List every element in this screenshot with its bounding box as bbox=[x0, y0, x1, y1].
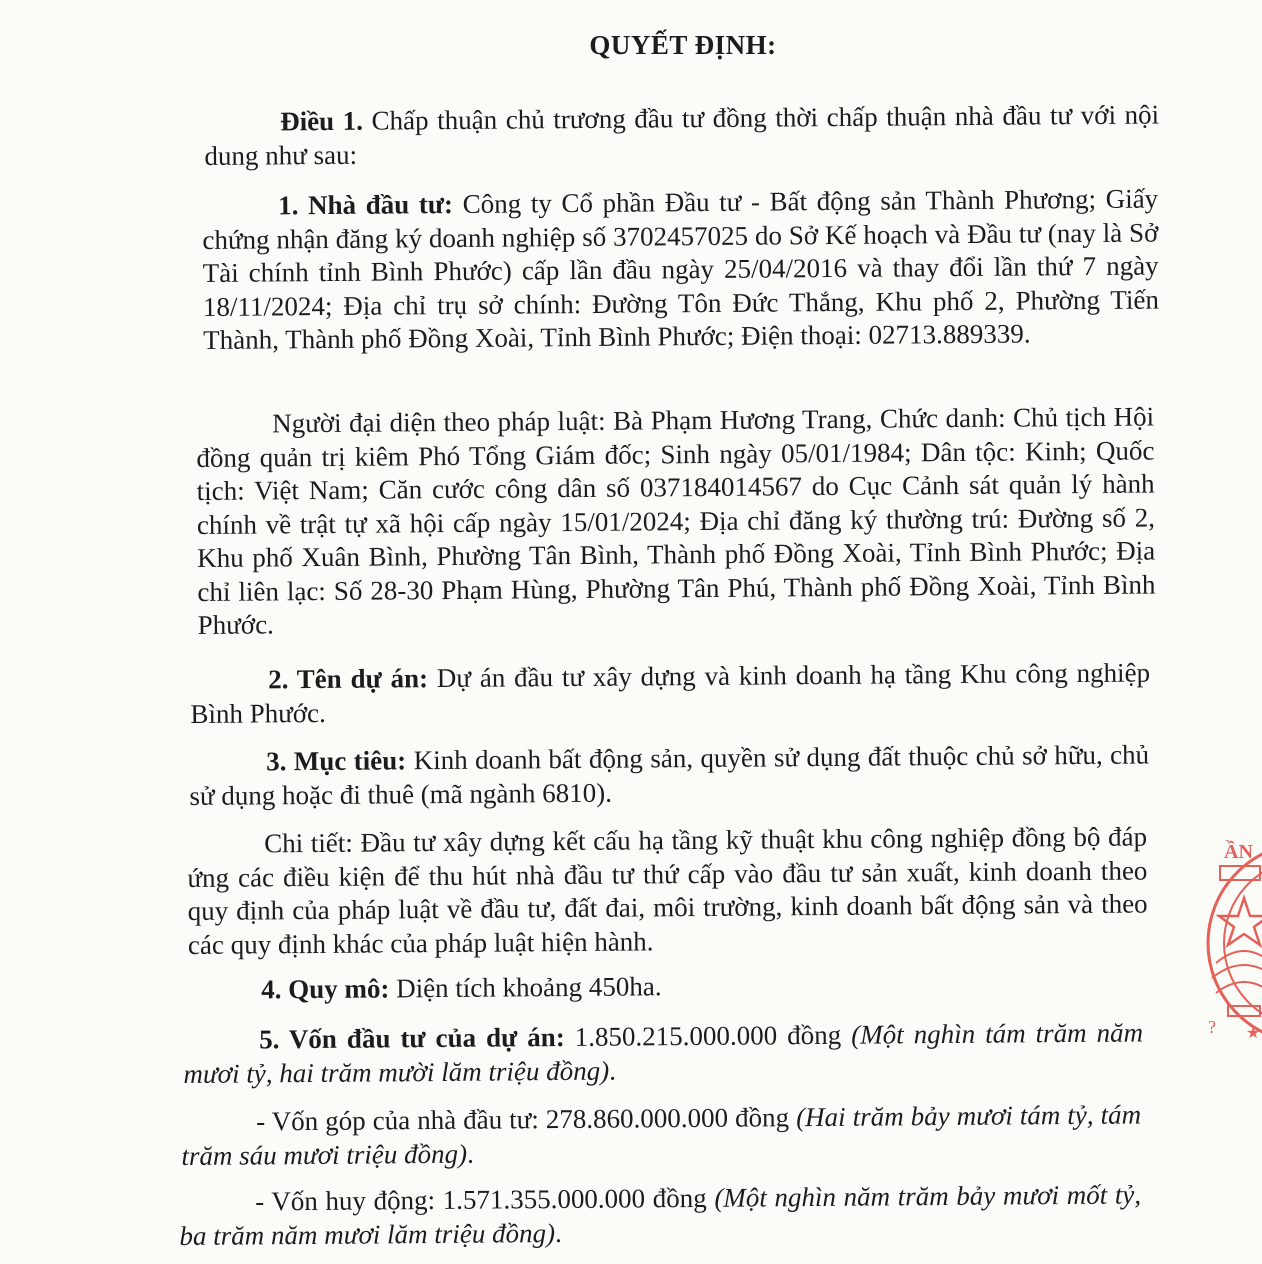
chi-tiet-paragraph bbox=[187, 820, 1148, 962]
von-huy-dong-end: . bbox=[554, 1217, 562, 1248]
von-gop-text: - Vốn góp của nhà đầu tư: 278.860.000.000 đồng bbox=[256, 1102, 797, 1137]
page-title: QUYẾT ĐỊNH: bbox=[589, 30, 777, 60]
muc-tieu-text: Kinh doanh bất động sản, quyền sử dụng đất thuộc chủ sở hữu, chủ sử dụng hoặc đi thuê (mã ngành 6810). bbox=[189, 739, 1150, 811]
nha-dau-tu-label: 1. Nhà đầu tư: bbox=[278, 189, 454, 221]
ten-du-an-text: Dự án đầu tư xây dựng và kinh doanh hạ tầng Khu công nghiệp Bình Phước. bbox=[190, 657, 1151, 729]
von-gop-paragraph bbox=[181, 1098, 1141, 1173]
ten-du-an-label: 2. Tên dự án: bbox=[268, 663, 429, 695]
svg-text:?: ? bbox=[1208, 1017, 1216, 1037]
quy-mo-text: Diện tích khoảng 450ha. bbox=[389, 971, 662, 1004]
nha-dau-tu-paragraph bbox=[202, 182, 1159, 357]
von-huy-dong-paragraph bbox=[179, 1178, 1141, 1253]
von-gop-end: . bbox=[466, 1138, 474, 1169]
von-dau-tu-text: 1.850.215.000.000 đồng bbox=[564, 1019, 852, 1053]
von-huy-dong-text: - Vốn huy động: 1.571.355.000.000 đồng bbox=[255, 1182, 715, 1217]
nguoi-dai-dien-text: Người đại diện theo pháp luật: Bà Phạm Hương Trang, Chức danh: Chủ tịch Hội đồng quản trị kiêm Phó Tổng Giám đốc; Sinh ngày 05/01/1984; Dân tộc: Kinh; Quốc tịch: Việt Nam; Căn cước công dân số 037184014567 do Cục Cảnh sát quản lý hành chính về trật tự xã hội cấp ngày 15/01/2024; Địa chỉ đăng ký thường trú: Đường số 2, Khu phố Xuân Bình, Phường Tân Bình, Thành phố Đồng Xoài, Tỉnh Bình Phước; Địa chỉ liên lạc: Số 28-30 Phạm Hùng, Phường Tân Phú, Thành phố Đồng Xoài, Tỉnh Bình Phước. bbox=[196, 401, 1156, 640]
nguoi-dai-dien-paragraph bbox=[196, 400, 1156, 642]
dieu-1-label: Điều 1. bbox=[280, 105, 364, 137]
dieu-1-text: Chấp thuận chủ trương đầu tư đồng thời chấp thuận nhà đầu tư với nội dung như sau: bbox=[204, 99, 1160, 171]
muc-tieu-label: 3. Mục tiêu: bbox=[266, 745, 407, 777]
quy-mo-label: 4. Quy mô: bbox=[261, 973, 390, 1005]
svg-text:★: ★ bbox=[1246, 1025, 1261, 1042]
von-dau-tu-label: 5. Vốn đầu tư của dự án: bbox=[259, 1022, 565, 1055]
von-gop-words: (Hai trăm bảy mươi tám tỷ, tám trăm sáu mươi triệu đồng) bbox=[181, 1099, 1142, 1171]
von-dau-tu-words: (Một nghìn tám trăm năm mươi tỷ, hai trăm mười lăm triệu đồng) bbox=[183, 1017, 1144, 1089]
nha-dau-tu-text: Công ty Cổ phần Đầu tư - Bất động sản Thành Phương; Giấy chứng nhận đăng ký doanh nghiệp số 3702457025 do Sở Kế hoạch và Đầu tư (nay là Sở Tài chính tỉnh Bình Phước) cấp lần đầu ngày 25/04/2016 và thay đổi lần thứ 7 ngày 18/11/2024; Địa chỉ trụ sở chính: Đường Tôn Đức Thắng, Khu phố 2, Phường Tiến Thành, Thành phố Đồng Xoài, Tỉnh Bình Phước; Điện thoại: 02713.889339. bbox=[202, 183, 1160, 355]
svg-text:ẦN: ẦN bbox=[1224, 841, 1253, 863]
quy-mo-paragraph bbox=[185, 966, 1145, 1007]
official-seal-stamp bbox=[1198, 828, 1262, 1058]
von-dau-tu-end: . bbox=[609, 1055, 617, 1086]
chi-tiet-text: Chi tiết: Đầu tư xây dựng kết cấu hạ tầng kỹ thuật khu công nghiệp đồng bộ đáp ứng các điều kiện để thu hút nhà đầu tư thứ cấp vào đầu tư sản xuất, kinh doanh theo quy định của pháp luật về đầu tư, đất đai, môi trường, kinh doanh bất động sản và theo các quy định khác của pháp luật hiện hành. bbox=[187, 821, 1148, 960]
von-dau-tu-paragraph bbox=[183, 1016, 1143, 1091]
muc-tieu-paragraph bbox=[189, 738, 1149, 813]
von-huy-dong-words: (Một nghìn năm trăm bảy mươi mốt tỷ, ba trăm năm mươi lăm triệu đồng) bbox=[179, 1179, 1142, 1251]
dieu-1-paragraph bbox=[204, 98, 1159, 172]
ten-du-an-paragraph bbox=[190, 656, 1150, 731]
